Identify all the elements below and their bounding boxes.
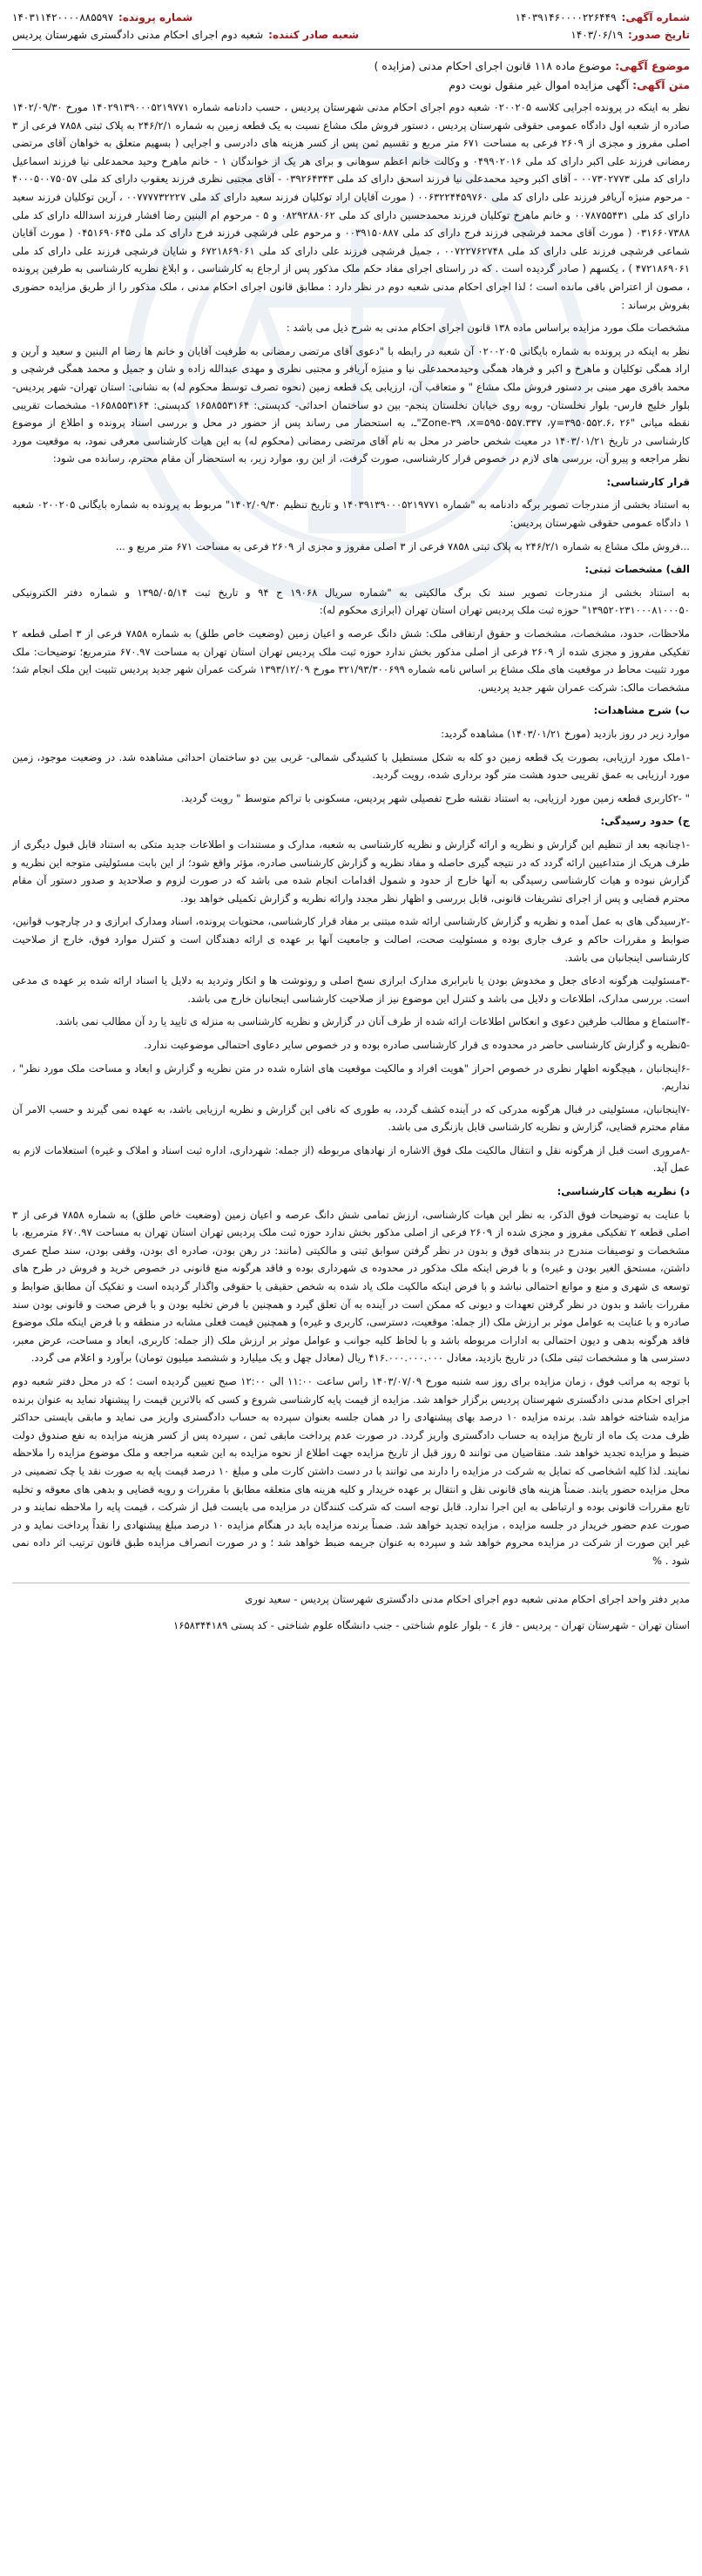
paragraph: -۴استماع و مطالب طرفین دعوی و انعکاس اطلاعات ارائه شده از طرف آنان در گزارش و نظریه کارشناسی به منزله ی تایید یا رد آن مطالب نمی باشد. bbox=[55, 1015, 690, 1028]
notice-body bbox=[12, 98, 690, 1570]
paragraph: -۱ملک مورد ارزیابی، بصورت یک قطعه زمین دو کله به شکل مستطیل با کشیدگی شمالی- غربی بین دو ساختمان احداثی مشاهده شد. در وضعیت موجود، زمین مورد ارزیابی به عمق تقریبی حدود هشت متر گود برداری شده، رویت گردید. bbox=[12, 750, 690, 782]
office-address: استان تهران - شهرستان تهران - پردیس - فاز ٤ - بلوار علوم شناختی - جنب دانشگاه علوم شناختی - کد پستی ۱۶۵۸۳۴۴۱۸۹ bbox=[173, 1618, 690, 1631]
paragraph: با عنایت به توضیحات فوق الذکر، به نظر این هیات کارشناسی، ارزش تمامی شش دانگ عرصه و اعیان زمین (وضعیت خاص طلق) به شماره ۷۸۵۸ فرعی از ۳ اصلی قطعه ۲ تفکیکی مفروز و مجزی شده از ۲۶۰۹ فرعی از اصلی مذکور بخش ندارد حوزه ثبت ملک پردیس تهران استان تهران به مساحت ۶۷۰.۹۷ مترمربع، با مشخصات و توصیفات مندرج در بندهای فوق و بدون در نظر گرفتن سوابق ثبتی و مالکیتی (مانند: در رهن بودن، صادره ای بودن، وقفی بودن، سند صلح عمری داشتن، مستحق الغیر بودن و غیره) و با فرض اینکه ملک مذکور در محدوده ی شهرداری بوده و فاقد هرگونه منع قانونی در خصوص خرید و فروش در طرح های توسعه ی شهری و منع و موانع احتمالی نباشد و با فرض اینکه مالکیت ملک یاد شده به شخص حقیقی یا حقوقی واگذار گردیده است و تفکیک آن مطابق ضوابط و مقررات باشد و بدون در نظر گرفتن تعهدات و دیونی که ممکن است در آینده به آن تعلق گیرد و همچنین با فرض تخلیه بودن و با فرض صحت و قانونی بودن سند صادره و با عنایت به عوامل موثر بر ارزش ملک (از جمله: موقعیت، دسترسی، کاربری و غیره) و همچنین قیمت فعلی مشابه در منطقه و با فرض اینکه ملک موضوع فاقد هرگونه بدهی و دیون احتمالی به ادارات مربوطه باشد و با لحاظ کلیه جوانب و عوامل موثر بر ارزش ملک (از جمله: کاربری، ابعاد و مساحت، عرض معبر، دسترسی ها و مشخصات ثبتی ملک) در تاریخ بازدید، معادل ۴۱۶.۰۰۰.۰۰۰.۰۰۰ ریال (معادل چهل و یک میلیارد و ششصد میلیون تومان) برآورد و اعلام می گردد. bbox=[12, 1208, 690, 1365]
issue-date-label: تاریخ صدور: bbox=[628, 29, 690, 41]
paragraph: -۲رسیدگی های به عمل آمده و نظریه و گزارش کارشناسی ارائه شده مبتنی بر مفاد قرار کارشناسی، محتویات پرونده، اسناد ومدارک ابرازی و در چارچوب قوانین، ضوابط و مقررات حاکم و عرف جاری بوده و مسئولیت صحت، اصالت و جامعیت آنها بر عهده ی ارائه دهندگان است و کنترل موارد فوق، خارج از صلاحیت کارشناسی اینجانبان می باشد. bbox=[12, 915, 690, 964]
section-heading: قرار کارشناسی: bbox=[606, 475, 690, 488]
subject-label: موضوع آگهی: bbox=[615, 59, 690, 72]
paragraph: نظر به اینکه در پرونده به شماره بایگانی ۰۲۰۰۲۰۵ آن شعبه در رابطه با "دعوی آقای مرتضی رمضانی به طرفیت آقایان و خانم ها رضا ام البنین و سعید و آرین و اراد همگی توکلیان و ماهرخ و اکبر و فرهاد همگی وحیدمحمدعلی نیا و منیژه آریافر و مجتبی نظری و مهدی عبدالله زاده و شان و جمیل و محمد همگی فرشچی و محمد باقری مهر مبنی بر دستور فروش ملک مشاع " و متعاقب آن، ارزیابی یک قطعه زمین (نحوه تصرف توسط محکوم له) به نشانی: استان تهران- شهر پردیس- بلوار خلیج فارس- بلوار نخلستان- روبه روی خیابان نخلستان پنجم- بین دو ساختمان احداثی- کدپستی: ۱۶۵۸۵۵۳۱۶۴ کدپستی: ۱۶۵۸۵۵۳۱۶۴- مشخصات تقریبی نقطه میانی "۲۶ ،Zone-۳۹ ،x=۵۹۵۰۵۵۷.۳۳۷ ،y=۳۹۵۰۵۵۲.۶"ـ، به استحضار می رساند پس از حضور در محل و بررسی اسناد پرونده و اطلاع از موضوع کارشناسی در تاریخ ۱۴۰۳/۰۱/۲۱ در معیت شخص حاضر در محل به نام آقای مرتضی رمضانی (محکوم له) به این هیات کارشناسی معرفی نمود، به موقعیت مورد نظر مراجعه و پیرو آن، بررسی های لازم در خصوص قرار کارشناسی، صورت گرفت، از این رو، موارد زیر، به استحضار آن مقام محترم، رسانده می شود: bbox=[12, 344, 690, 465]
section-heading: د) نظریه هیات کارشناسی: bbox=[557, 1185, 690, 1198]
issuer-field bbox=[12, 26, 359, 44]
ad-number-label: شماره آگهی: bbox=[621, 11, 690, 24]
paragraph: -۳مسئولیت هرگونه ادعای جعل و مخدوش بودن یا نابرابری مدارک ابرازی نسخ اصلی و رونوشت ها و انکار وتردید به دلایل یا اسناد ارائه شده بر عهده ی مدعی است. بررسی مدارک، اطلاعات و دلایل می باشد و کنترل این موضوع نیز از صلاحیت کارشناسی اینجانبان خارج می باشد. bbox=[12, 974, 690, 1005]
subject-value: موضوع ماده ۱۱۸ قانون اجرای احکام مدنی (مزایده ) bbox=[374, 59, 612, 72]
paragraph: با توجه به مراتب فوق ، زمان مزایده برای روز سه شنبه مورخ ۱۴۰۳/۰۷/۰۹ راس ساعت ۱۱:۰۰ الی ۱۲:۰۰ صبح تعیین گردیده است ؛ که در محل دفتر شعبه دوم اجرای احکام مدنی دادگستری شهرستان پردیس برگزار خواهد شد. مزایده از قیمت پایه کارشناسی شروع و کسی که بالاترین قیمت را پیشنهاد نماید به عنوان برنده مزایده شناخته خواهد شد. برنده مزایده ۱۰ درصد بهای پیشنهادی را در همان جلسه بعنوان سپرده به حساب دادگستری واریز می نماید و مابقی بایستی حداکثر ظرف مدت یک ماه از تاریخ مزایده به حساب دادگستری واریز گردد. در صورت عدم پرداخت مابقی ثمن ، سپرده پس از کسر هزینه مزایده به نفع صندوق دولت ضبط و مزایده تجدید خواهد شد. متقاضیان می توانند ۵ روز قبل از تاریخ مزایده جهت اطلاع از نحوه مزایده به این شعبه مراجعه و ملک موضوع مزایده را ملاحظه نمایند. لذا کلیه اشخاصی که تمایل به شرکت در مزایده را دارند می توانند با در دست داشتن کارت ملی و مبلغ ۱۰ درصد قیمت پایه به صورت نقد یا چک تضمینی در محل مزایده حضور یابند. ضمناً هزینه های قانونی نقل و انتقال بر عهده خریدار و کلیه هزینه های متعلقه مطابق با مقررات و رویه قضایی و بدهی های معوقه و تخلیه تابع مقررات قانونی بوده و ارتباطی به این اجرا ندارد. قابل توجه است که شرکت کنندگان در مزایده می بایست قبل از شرکت ، قیمت پایه را ملاحظه نمایند و در صورت عدم حضور خریدار در جلسه مزایده ، مزایده تجدید خواهد شد. ضمناً برنده مزایده باید در هنگام مزایده ۱۰ درصد مبلغ پیشنهادی را نقداً پرداخت نماید و در غیر این صورت از شرکت در مزایده محروم خواهد شد و سپرده به عنوان جریمه ضبط خواهد شد ؛ و در صورت انصراف مزایده طبق قانون ترتیب اثر داده نمی شود . % bbox=[12, 1375, 691, 1567]
paragraph: به استناد بخشی از مندرجات تصویر برگه دادنامه به "شماره ۱۴۰۳۹۱۳۹۰۰۰۵۲۱۹۷۷۱ و تاریخ تنظیم ۱۴۰۲/۰۹/۳۰" مربوط به پرونده به شماره بایگانی ۰۲۰۰۲۰۵ شعبه ۱ دادگاه عمومی حقوقی شهرستان پردیس: bbox=[12, 498, 691, 530]
notice-subject bbox=[12, 57, 690, 95]
issuer-label: شعبه صادر کننده: bbox=[268, 29, 360, 41]
paragraph: مشخصات ملک مورد مزایده براساس ماده ۱۳۸ قانون اجرای احکام مدنی به شرح ذیل می باشد : bbox=[286, 322, 690, 335]
file-number-label: شماره پرونده: bbox=[118, 11, 193, 24]
issuer-value: شعبه دوم اجرای احکام مدنی دادگستری شهرستان پردیس bbox=[12, 29, 264, 41]
paragraph: ...فروش ملک مشاع به شماره ۲۴۶/۲/۱ به پلاک ثبتی ۷۸۵۸ فرعی از ۳ اصلی مفروز و مجزی از ۲۶۰۹ فرعی به مساحت ۶۷۱ متر مربع و ... bbox=[115, 539, 690, 552]
notice-text-label: متن آگهی: bbox=[632, 78, 690, 92]
issue-date-field bbox=[570, 26, 690, 44]
ad-number-value: ۱۴۰۳۹۱۴۶۰۰۰۰۲۲۶۴۴۹ bbox=[515, 11, 617, 24]
notice-footer bbox=[12, 1583, 690, 1634]
paragraph: -۸مروری است قبل از هرگونه نقل و انتقال مالکیت ملک فوق الاشاره از نهادهای مربوطه (از جمله: شهرداری، اداره ثبت اسناد و املاک و غیره) استعلامات لازم به عمل آید. bbox=[12, 1143, 690, 1175]
paragraph: به استناد بخشی از مندرجات تصویر سند تک برگ مالکیتی به "شماره سریال ۱۹۰۶۸ ج ۹۴ و تاریخ ثبت ۱۳۹۵/۰۵/۱۴ و شماره دفتر الکترونیکی ۱۳۹۵۲۰۲۳۱۰۰۰۸۱۰۰۰۵۰" حوزه ثبت ملک پردیس تهران استان تهران (ابرازی محکوم له): bbox=[12, 586, 690, 617]
ad-number-field bbox=[516, 9, 691, 26]
paragraph: -۷اینجانبان، مسئولیتی در قبال هرگونه مدرکی که در آینده کشف گردد، به طوری که نافی این گزارش و نظریه ارزیابی باشد، به عهده نمی گیرند و حسب الامر آن مقام محترم قضایی، گزارش و نظریه کارشناسی قابل بازنگری می باشد. bbox=[12, 1102, 690, 1134]
section-heading: ب) شرح مشاهدات: bbox=[593, 704, 690, 717]
paragraph: " -۲کاربری قطعه زمین مورد ارزیابی، به استناد نقشه طرح تفصیلی شهر پردیس، مسکونی با تراکم متوسط " رویت گردید. bbox=[180, 791, 690, 804]
signature-line: مدیر دفتر واحد اجرای احکام مدنی شعبه دوم اجرای احکام مدنی دادگستری شهرستان پردیس - سعید نوری bbox=[245, 1592, 690, 1605]
notice-text-value: آگهی مزایده اموال غیر منقول نوبت دوم bbox=[449, 78, 630, 92]
paragraph: -۵نظریه و گزارش کارشناسی حاضر در محدوده ی قرار کارشناسی صادره بوده و در خصوص سایر دعاوی احتمالی موضوعیت ندارد. bbox=[144, 1038, 690, 1051]
issue-date-value: ۱۴۰۳/۰۶/۱۹ bbox=[570, 29, 624, 41]
paragraph: -۶اینجانبان ، هیچگونه اظهار نظری در خصوص احراز "هویت افراد و مالکیت موقعیت های اشاره شده در متن نظریه و گزارش و ابعاد و مساحت ملک مورد نظر" ، نداریم. bbox=[12, 1061, 690, 1093]
paragraph: -۱چنانچه بعد از تنظیم این گزارش و نظریه و ارائه گزارش و نظریه کارشناسی به شعبه، مدارک و مستندات و اطلاعات جدید متکی به استناد قابل قبول دیگری از طرف هریک از متداعیین ارائه گردد که در نتیجه گیری حاصله و مفاد نظریه و گزارش کارشناسی صادره، مؤثر واقع شود؛ از این بابت مسئولیتی متوجه این نظریه و گزارش نبوده و هیات کارشناسی رسیدگی به آنها خارج از حدود و شمول اقدامات انجام شده می باشد که در صورت لزوم و صلاحدید و صدور دستور آن مقام محترم قضایی و پس از اجرای تشریفات قانونی، قابل بررسی و اظهار نظر مجدد وارائه نظریه و گزارش تکمیلی خواهد بود. bbox=[12, 837, 690, 905]
file-number-value: ۱۴۰۳۱۱۴۲۰۰۰۰۸۸۵۵۹۷ bbox=[12, 11, 114, 24]
section-heading: ج) حدود رسیدگی: bbox=[600, 815, 690, 828]
file-number-field bbox=[12, 9, 192, 26]
section-heading: الف) مشخصات ثبتی: bbox=[584, 563, 690, 576]
notice-header bbox=[12, 9, 690, 50]
paragraph: موارد زیر در روز بازدید (مورخ ۱۴۰۳/۰۱/۲۱) مشاهده گردید: bbox=[441, 728, 690, 740]
paragraph: نظر به اینکه در پرونده اجرایی کلاسه ۰۲۰۰۲۰۵ شعبه دوم اجرای احکام مدنی شهرستان پردیس ، حسب دادنامه شماره ۱۴۰۲۹۱۳۹۰۰۰۵۲۱۹۷۷۱ مورخ ۱۴۰۲/۰۹/۳۰ صادره از شعبه اول دادگاه عمومی حقوقی شهرستان پردیس ، دستور فروش ملک مشاع نسبت به یک قطعه زمین به شماره ۲۴۶/۲/۱ به پلاک ثبتی ۷۸۵۸ فرعی از ۳ اصلی مفروز و مجزی از ۲۶۰۹ فرعی به مساحت ۶۷۱ متر مربع و تقسیم ثمن پس از کسر هزینه های دادرسی و اجرایی ( بسهیم متعلق به خواهان آقای مرتضی رمضانی فرزند علی اکبر دارای کد ملی ۰۴۹۹۰۲۰۱۶ و وکالت خانم اعظم سوهانی و برای هر یک از خواندگان ۱ - خانم ماهرخ وحید محمدعلی نیا فرزند اسماعیل دارای کد ملی ۰۰۷۳۰۲۷۷۳ - آقای اکبر وحید محمدعلی نیا فرزند اسحق دارای کد ملی ۰۳۹۲۶۴۳۴۳ - آقای مجتبی نظری فرزند یعقوب دارای کد ملی ۴۰۰۰۵۰۰۷۵۰۵۷ - مرحوم منیژه آریافر فرزند علی دارای کد ملی ۰۰۶۳۲۲۴۴۵۹۷۶۰ ( مورث آقایان اراد توکلیان فرزند سعید دارای کد ملی ۰۰۷۷۷۷۳۲۲۲۷ ، آرین توکلیان فرزند سعید دارای کد ملی ۰۰۷۸۷۵۵۴۳۱ و خانم ماهرخ توکلیان فرزند محمدحسین دارای کد ملی ۰۸۲۹۲۸۸۰۶۲ و ۵ - مرحوم ام البنین رضا افشار فرزند اسدالله دارای کد ملی ۰۳۱۶۶۰۷۳۸۸ ( مورث آقای محمد فرشچی فرزند فرج دارای کد ملی ۰۰۳۹۱۵۰۸۸۷ و مرحوم علی فرشچی فرزند فرج دارای کد ملی ۰۴۵۱۶۹۰۶۴۵ ( مورث آقایان شماعی فرشچی فرزند علی دارای کد ملی ۰۰۷۲۲۷۶۲۷۴۸ ، جمیل فرشچی فرزند علی دارای کد ملی ۶۷۲۱۸۶۹۰۶۱ و شایان فرشچی فرزند علی دارای کد ملی ۴۷۲۱۸۶۹۰۶۱ ) ، یکسهم ( صادر گردیده است . که در راستای اجرای مفاد حکم ملک مذکور پس از ارجاع به کارشناسی ، و ابلاغ نظریه کارشناسی به طرفین پرونده ، مصون از اعتراض باقی مانده است ؛ لذا اجرای احکام مدنی شعبه دوم در نظر دارد : مطابق قانون اجرای احکام مدنی ، ملک مذکور را از طریق مزایده حضوری بفروش برساند : bbox=[12, 101, 691, 311]
paragraph: ملاحظات، حدود، مشخصات، مشخصات و حقوق ارتفاقی ملک: شش دانگ عرصه و اعیان زمین (وضعیت خاص طلق) به شماره ۷۸۵۸ فرعی از ۳ اصلی قطعه ۲ تفکیکی مفروز و مجزی شده از ۲۶۰۹ فرعی از اصلی مذکور بخش ندارد حوزه ثبت ملک پردیس تهران استان تهران به مساحت ۶۷۰.۹۷ مترمربع؛ توضیحات: ملک مورد تثبیت محاط در موقعیت های ملک مشاع بر اساس نامه شماره ۳۲۱/۹۳/۳۰۰۶۹۹ مورخ ۱۳۹۳/۱۲/۰۹ شرکت عمران شهر جدید پردیس تثبیت این ملک انجام شد؛ مشخصات مالک: شرکت عمران شهر جدید پردیس. bbox=[12, 627, 691, 694]
